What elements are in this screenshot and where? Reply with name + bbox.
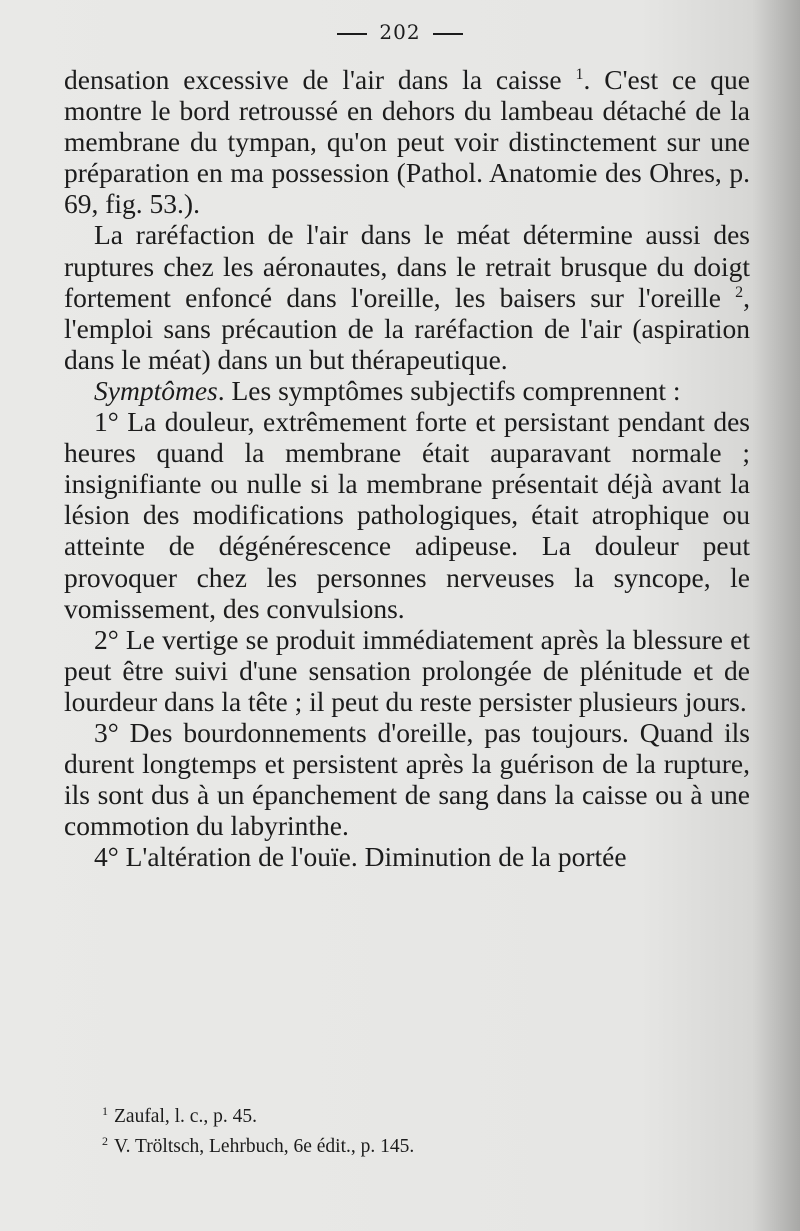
footnote-2: $^2$ V. Tröltsch, Lehrbuch, 6e édit., p. 145. — [102, 1133, 415, 1157]
page-number: 202 — [379, 20, 421, 44]
header-dash-left — [337, 33, 367, 35]
footnote-ref-2: 2 — [735, 283, 744, 301]
paragraph-symptoms: Symptômes. Les symptômes subjectifs comprennent : — [94, 374, 681, 406]
paragraph-item-3: 3° Des bourdonnements d'oreille, pas toujours. Quand ils durent longtemps et persistent après la guérison de la rupture, ils sont dus à un épanchement de sang dans la caisse ou à une commotion du labyrinthe. — [64, 716, 750, 842]
paragraph-item-2: 2° Le vertige se produit immédiatement après la blessure et peut être suivi d'une sensation prolongée de plénitude et de lourdeur dans la tête ; il peut du reste persister plusieurs jours. — [64, 623, 750, 717]
header-dash-right — [433, 33, 463, 35]
section-heading: Symptômes — [94, 374, 218, 406]
body-text — [64, 64, 750, 872]
paragraph-item-1: 1° La douleur, extrêmement forte et persistant pendant des heures quand la membrane était auparavant normale ; insignifiante ou nulle si la membrane présentait déjà avant la lésion des modifications pathologiques, était atrophique ou atteinte de dégénérescence adipeuse. La douleur peut provoquer chez les personnes nerveuses la syncope, le vomissement, des convulsions. — [64, 406, 750, 624]
footnote-ref-1: 1 — [575, 65, 584, 83]
page-header — [0, 20, 800, 44]
footnotes — [102, 1102, 742, 1162]
paragraph-item-4: 4° L'altération de l'ouïe. Diminution de la portée — [94, 841, 627, 873]
footnote-1: $^1$ Zaufal, l. c., p. 45. — [102, 1103, 257, 1127]
paragraph-1: densation excessive de l'air dans la caisse $^1$. C'est ce que montre le bord retroussé en dehors du lambeau détaché de la membrane du tympan, qu'on peut voir distinctement sur une préparation en ma possession (Pathol. Anatomie des Ohres, p. 69, fig. 53.). — [64, 64, 750, 220]
paragraph-2: La raréfaction de l'air dans le méat détermine aussi des ruptures chez les aéronautes, dans le retrait brusque du doigt fortement enfoncé dans l'oreille, les baisers sur l'oreille $^2$, l'emploi sans précaution de la raréfaction de l'air (aspiration dans le méat) dans un but thérapeutique. — [64, 219, 750, 375]
